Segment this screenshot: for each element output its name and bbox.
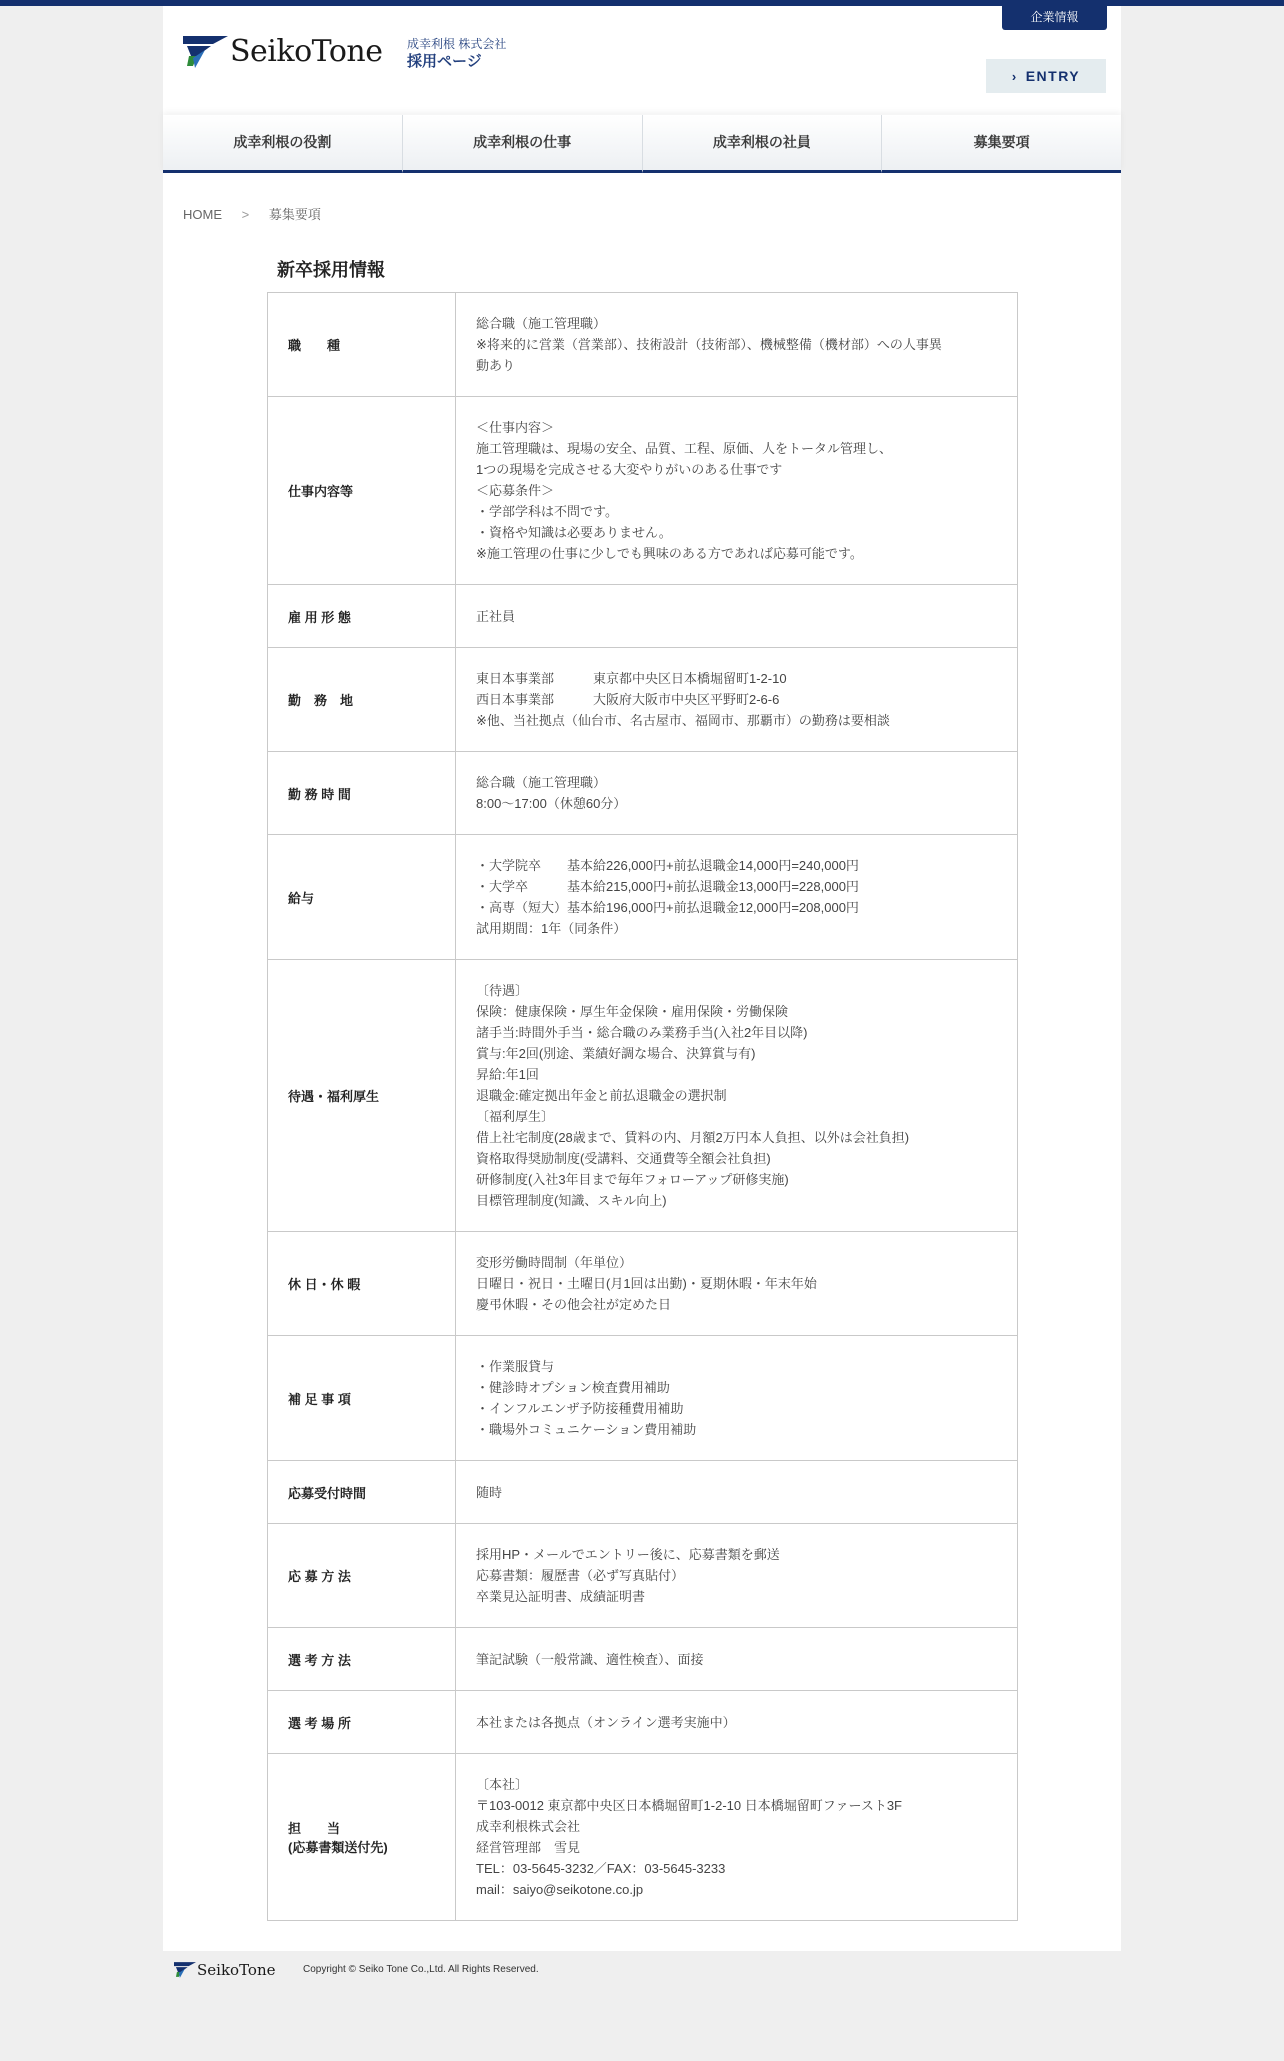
table-row — [268, 835, 1018, 960]
row-label: 選 考 方 法 — [268, 1628, 456, 1691]
row-value-line: ※将来的に営業（営業部）、技術設計（技術部）、機械整備（機材部）への人事異 — [476, 337, 942, 352]
row-value-line: 退職金:確定拠出年金と前払退職金の選択制 — [476, 1088, 727, 1103]
recruitment-table — [267, 292, 1018, 1921]
site-subtitle — [407, 36, 506, 72]
row-value-line: 1つの現場を完成させる大変やりがいのある仕事です — [476, 462, 783, 477]
row-label: 休 日・休 暇 — [268, 1232, 456, 1336]
row-label: 勤 務 時 間 — [268, 752, 456, 835]
row-value-line: 採用HP・メールでエントリー後に、応募書類を郵送 — [476, 1547, 780, 1562]
row-value-line: 試用期間：1年（同条件） — [476, 921, 627, 936]
corporate-info-link[interactable]: 企業情報 — [1002, 4, 1107, 30]
seikotone-logo-icon — [183, 36, 228, 68]
row-value-line: ・作業服貸与 — [476, 1359, 555, 1374]
table-row — [268, 1628, 1018, 1691]
row-value — [456, 585, 1018, 648]
row-value — [456, 752, 1018, 835]
row-value — [456, 835, 1018, 960]
row-label: 応募受付時間 — [268, 1461, 456, 1524]
copyright-text: Copyright © Seiko Tone Co.,Ltd. All Rights Reserved. — [303, 1964, 539, 1975]
row-value — [456, 960, 1018, 1232]
table-row — [268, 585, 1018, 648]
row-value-line: 総合職（施工管理職） — [476, 316, 607, 331]
row-value-line: ・高専（短大）基本給196,000円+前払退職金12,000円=208,000円 — [476, 900, 859, 915]
table-row — [268, 648, 1018, 752]
row-value-line: 日曜日・祝日・土曜日(月1回は出勤)・夏期休暇・年末年始 — [476, 1276, 817, 1291]
row-value-line: 目標管理制度(知識、スキル向上) — [476, 1193, 667, 1208]
table-row — [268, 1691, 1018, 1754]
site-logo[interactable] — [183, 34, 382, 69]
row-label: 担 当 (応募書類送付先) — [268, 1754, 456, 1921]
row-value-line: 本社または各拠点（オンライン選考実施中） — [476, 1714, 736, 1730]
row-value — [456, 1524, 1018, 1628]
nav-item-role[interactable]: 成幸利根の役割 — [163, 115, 403, 173]
table-row — [268, 1524, 1018, 1628]
logo-text: SeikoTone — [230, 34, 383, 69]
footer-logo-text: SeikoTone — [197, 1961, 276, 1979]
row-value — [456, 1628, 1018, 1691]
row-value-line: ・インフルエンザ予防接種費用補助 — [476, 1401, 684, 1416]
row-value-line: ・健診時オプション検査費用補助 — [476, 1380, 670, 1395]
row-value-line: 資格取得奨励制度(受講料、交通費等全額会社負担) — [476, 1151, 771, 1166]
seikotone-logo-icon — [174, 1962, 196, 1978]
row-value-line: 8:00～17:00（休憩60分） — [476, 796, 627, 811]
row-value-line: ・大学院卒 基本給226,000円+前払退職金14,000円=240,000円 — [476, 858, 859, 873]
row-label: 雇 用 形 態 — [268, 585, 456, 648]
row-value-line: 正社員 — [476, 608, 516, 624]
row-value-line: 〔本社〕 — [476, 1777, 529, 1792]
table-row — [268, 397, 1018, 585]
entry-label: ENTRY — [1025, 68, 1081, 84]
nav-item-recruitment[interactable]: 募集要項 — [882, 115, 1121, 173]
row-value-line: 動あり — [476, 358, 516, 373]
breadcrumb-current: 募集要項 — [268, 207, 321, 222]
breadcrumb-home[interactable]: HOME — [183, 207, 222, 222]
row-value — [456, 397, 1018, 585]
table-row — [268, 1461, 1018, 1524]
row-value-line: ・学部学科は不問です。 — [476, 504, 618, 519]
row-label: 待遇・福利厚生 — [268, 960, 456, 1232]
row-value-line: 慶弔休暇・その他会社が定めた日 — [476, 1297, 672, 1312]
company-name: 成幸利根 株式会社 — [407, 37, 507, 51]
chevron-right-icon: › — [1011, 68, 1018, 84]
row-label: 仕事内容等 — [268, 397, 456, 585]
row-value-line: 東日本事業部 東京都中央区日本橋堀留町1-2-10 — [476, 671, 787, 686]
breadcrumb-separator: > — [241, 207, 250, 222]
row-value-line: 応募書類：履歴書（必ず写真貼付） — [476, 1568, 685, 1583]
row-value — [456, 648, 1018, 752]
table-row — [268, 960, 1018, 1232]
row-value-line: 借上社宅制度(28歳まで、賃料の内、月額2万円本人負担、以外は会社負担) — [476, 1130, 910, 1145]
row-label: 勤 務 地 — [268, 648, 456, 752]
row-value-line: 施工管理職は、現場の安全、品質、工程、原価、人をトータル管理し、 — [476, 441, 893, 456]
row-value-line: 変形労働時間制（年単位） — [476, 1255, 633, 1270]
row-label: 応 募 方 法 — [268, 1524, 456, 1628]
row-value-line: 卒業見込証明書、成績証明書 — [476, 1589, 646, 1604]
row-value-line: 保険：健康保険・厚生年金保険・雇用保険・労働保険 — [476, 1004, 789, 1019]
global-nav — [163, 115, 1121, 173]
nav-item-staff[interactable]: 成幸利根の社員 — [643, 115, 883, 173]
row-value-line: ＜仕事内容＞ — [476, 420, 555, 435]
row-value — [456, 1691, 1018, 1754]
row-value-line: 随時 — [476, 1484, 503, 1500]
table-row — [268, 293, 1018, 397]
row-value — [456, 1232, 1018, 1336]
page-title: 新卒採用情報 — [277, 260, 385, 280]
row-value-line: 〒103-0012 東京都中央区日本橋堀留町1-2-10 日本橋堀留町ファースト3F — [476, 1798, 903, 1813]
entry-button[interactable] — [986, 59, 1106, 93]
row-label: 給与 — [268, 835, 456, 960]
table-row — [268, 1754, 1018, 1921]
row-label: 選 考 場 所 — [268, 1691, 456, 1754]
row-value-line: 〔待遇〕 — [476, 983, 529, 998]
row-value-line: 経営管理部 雪見 — [476, 1840, 581, 1855]
row-value — [456, 293, 1018, 397]
breadcrumb — [183, 204, 321, 223]
row-value-line: 成幸利根株式会社 — [476, 1819, 581, 1834]
row-value-line: TEL：03-5645-3232／FAX：03-5645-3233 — [476, 1861, 726, 1876]
row-value-line: 〔福利厚生〕 — [476, 1109, 555, 1124]
row-value-line: ・大学卒 基本給215,000円+前払退職金13,000円=228,000円 — [476, 879, 859, 894]
row-value-line: ・職場外コミュニケーション費用補助 — [476, 1422, 697, 1437]
row-value-line: 諸手当:時間外手当・総合職のみ業務手当(入社2年目以降) — [476, 1025, 808, 1040]
row-value — [456, 1336, 1018, 1461]
recruit-page-label: 採用ページ — [407, 53, 482, 70]
row-value — [456, 1461, 1018, 1524]
row-value — [456, 1754, 1018, 1921]
row-label: 補 足 事 項 — [268, 1336, 456, 1461]
footer-logo[interactable] — [174, 1961, 275, 1979]
row-value-line: ・資格や知識は必要ありません。 — [476, 525, 672, 540]
row-label: 職 種 — [268, 293, 456, 397]
site-header — [163, 6, 1121, 115]
table-row — [268, 1232, 1018, 1336]
row-value-line: 筆記試験（一般常識、適性検査）、面接 — [476, 1651, 704, 1667]
table-row — [268, 752, 1018, 835]
row-value-line: mail：saiyo@seikotone.co.jp — [476, 1882, 644, 1897]
row-value-line: ※施工管理の仕事に少しでも興味のある方であれば応募可能です。 — [476, 546, 863, 561]
page-container — [163, 6, 1121, 1951]
row-value-line: ＜応募条件＞ — [476, 483, 555, 498]
row-value-line: 昇給:年1回 — [476, 1067, 539, 1082]
row-value-line: 研修制度(入社3年目まで毎年フォローアップ研修実施) — [476, 1172, 789, 1187]
nav-item-work[interactable]: 成幸利根の仕事 — [403, 115, 643, 173]
row-value-line: 賞与:年2回(別途、業績好調な場合、決算賞与有) — [476, 1046, 756, 1061]
row-value-line: 総合職（施工管理職） — [476, 775, 607, 790]
row-value-line: 西日本事業部 大阪府大阪市中央区平野町2-6-6 — [476, 692, 780, 707]
table-row — [268, 1336, 1018, 1461]
row-value-line: ※他、当社拠点（仙台市、名古屋市、福岡市、那覇市）の勤務は要相談 — [476, 713, 890, 728]
